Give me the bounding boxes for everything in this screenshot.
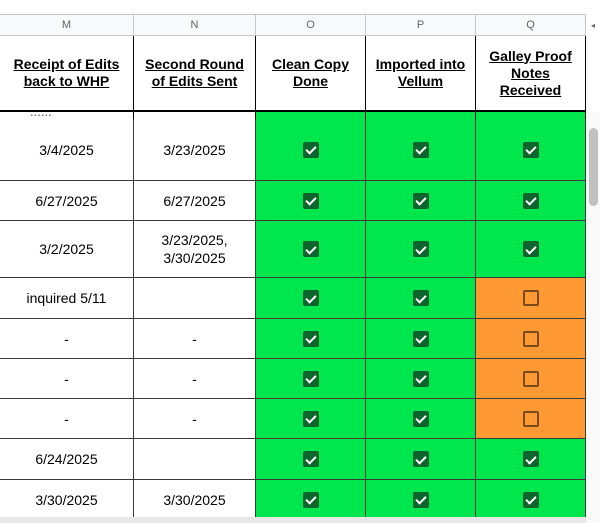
column-header-m[interactable]: M (0, 14, 134, 36)
checkbox-checked-icon[interactable] (413, 142, 429, 158)
checkbox-checked-icon[interactable] (413, 492, 429, 508)
cell-clean-copy (256, 319, 366, 359)
checkbox-checked-icon[interactable] (303, 290, 319, 306)
column-header-p[interactable]: P (366, 14, 476, 36)
cell-imported-vellum (366, 359, 476, 399)
header-galley-proof[interactable]: Galley Proof Notes Received (476, 36, 586, 112)
cell-receipt-of-edits[interactable]: 3/4/2025 (0, 119, 134, 181)
checkbox-checked-icon[interactable] (303, 241, 319, 257)
cut-row-cell (256, 112, 366, 119)
checkbox-checked-icon[interactable] (523, 193, 539, 209)
cell-galley-proof (476, 480, 586, 520)
checkbox-checked-icon[interactable] (523, 451, 539, 467)
cell-clean-copy (256, 221, 366, 278)
header-imported-vellum[interactable]: Imported into Vellum (366, 36, 476, 112)
cell-second-round[interactable]: 3/23/2025 (134, 119, 256, 181)
checkbox-checked-icon[interactable] (303, 193, 319, 209)
checkbox-checked-icon[interactable] (413, 241, 429, 257)
cell-clean-copy (256, 399, 366, 439)
checkbox-checked-icon[interactable] (523, 241, 539, 257)
checkbox-checked-icon[interactable] (303, 371, 319, 387)
cell-receipt-of-edits[interactable]: inquired 5/11 (0, 278, 134, 319)
cell-imported-vellum (366, 480, 476, 520)
cell-galley-proof (476, 278, 586, 319)
checkbox-checked-icon[interactable] (523, 142, 539, 158)
cell-clean-copy (256, 278, 366, 319)
cell-second-round[interactable]: - (134, 399, 256, 439)
cell-imported-vellum (366, 181, 476, 221)
cell-receipt-of-edits[interactable]: - (0, 399, 134, 439)
horizontal-scrollbar[interactable] (0, 517, 586, 523)
cell-imported-vellum (366, 439, 476, 480)
checkbox-checked-icon[interactable] (413, 290, 429, 306)
cut-row-cell (134, 112, 256, 119)
cell-receipt-of-edits[interactable]: 3/30/2025 (0, 480, 134, 520)
cell-clean-copy (256, 119, 366, 181)
column-header-q[interactable]: Q (476, 14, 586, 36)
cut-row-cell (0, 104, 134, 119)
cell-second-round[interactable]: 6/27/2025 (134, 181, 256, 221)
cell-second-round[interactable]: 3/30/2025 (134, 480, 256, 520)
checkbox-checked-icon[interactable] (303, 411, 319, 427)
checkbox-checked-icon[interactable] (303, 331, 319, 347)
cell-second-round[interactable]: 3/23/2025, 3/30/2025 (134, 221, 256, 278)
header-clean-copy[interactable]: Clean Copy Done (256, 36, 366, 112)
cell-receipt-of-edits[interactable]: 6/24/2025 (0, 439, 134, 480)
checkbox-unchecked-icon[interactable] (523, 290, 539, 306)
cell-imported-vellum (366, 119, 476, 181)
cell-galley-proof (476, 221, 586, 278)
cell-imported-vellum (366, 221, 476, 278)
cell-clean-copy (256, 439, 366, 480)
checkbox-unchecked-icon[interactable] (523, 331, 539, 347)
cut-row-cell (476, 112, 586, 119)
cell-galley-proof (476, 359, 586, 399)
checkbox-checked-icon[interactable] (303, 451, 319, 467)
cell-second-round[interactable] (134, 439, 256, 480)
cell-imported-vellum (366, 278, 476, 319)
checkbox-checked-icon[interactable] (303, 492, 319, 508)
checkbox-checked-icon[interactable] (413, 411, 429, 427)
cell-receipt-of-edits[interactable]: - (0, 359, 134, 399)
cell-galley-proof (476, 439, 586, 480)
cell-receipt-of-edits[interactable]: 6/27/2025 (0, 181, 134, 221)
checkbox-checked-icon[interactable] (413, 331, 429, 347)
cell-second-round[interactable]: - (134, 319, 256, 359)
cell-galley-proof (476, 181, 586, 221)
checkbox-checked-icon[interactable] (413, 193, 429, 209)
checkbox-checked-icon[interactable] (523, 492, 539, 508)
cell-galley-proof (476, 119, 586, 181)
cell-receipt-of-edits[interactable]: - (0, 319, 134, 359)
scroll-left-arrow-icon[interactable]: ◂ (590, 20, 595, 30)
cell-imported-vellum (366, 319, 476, 359)
header-second-round[interactable]: Second Round of Edits Sent (134, 36, 256, 112)
cut-row-cell (366, 112, 476, 119)
cell-second-round[interactable] (134, 278, 256, 319)
cell-clean-copy (256, 480, 366, 520)
checkbox-unchecked-icon[interactable] (523, 371, 539, 387)
cut-row-text: ...... (30, 104, 52, 119)
cell-clean-copy (256, 359, 366, 399)
checkbox-checked-icon[interactable] (413, 371, 429, 387)
cell-galley-proof (476, 399, 586, 439)
checkbox-checked-icon[interactable] (303, 142, 319, 158)
vertical-scrollbar-thumb[interactable] (589, 128, 598, 206)
checkbox-unchecked-icon[interactable] (523, 411, 539, 427)
cell-clean-copy (256, 181, 366, 221)
cell-receipt-of-edits[interactable]: 3/2/2025 (0, 221, 134, 278)
checkbox-checked-icon[interactable] (413, 451, 429, 467)
cell-galley-proof (476, 319, 586, 359)
header-receipt-of-edits[interactable]: Receipt of Edits back to WHP (0, 36, 134, 112)
column-header-n[interactable]: N (134, 14, 256, 36)
cell-second-round[interactable]: - (134, 359, 256, 399)
cell-imported-vellum (366, 399, 476, 439)
column-header-o[interactable]: O (256, 14, 366, 36)
